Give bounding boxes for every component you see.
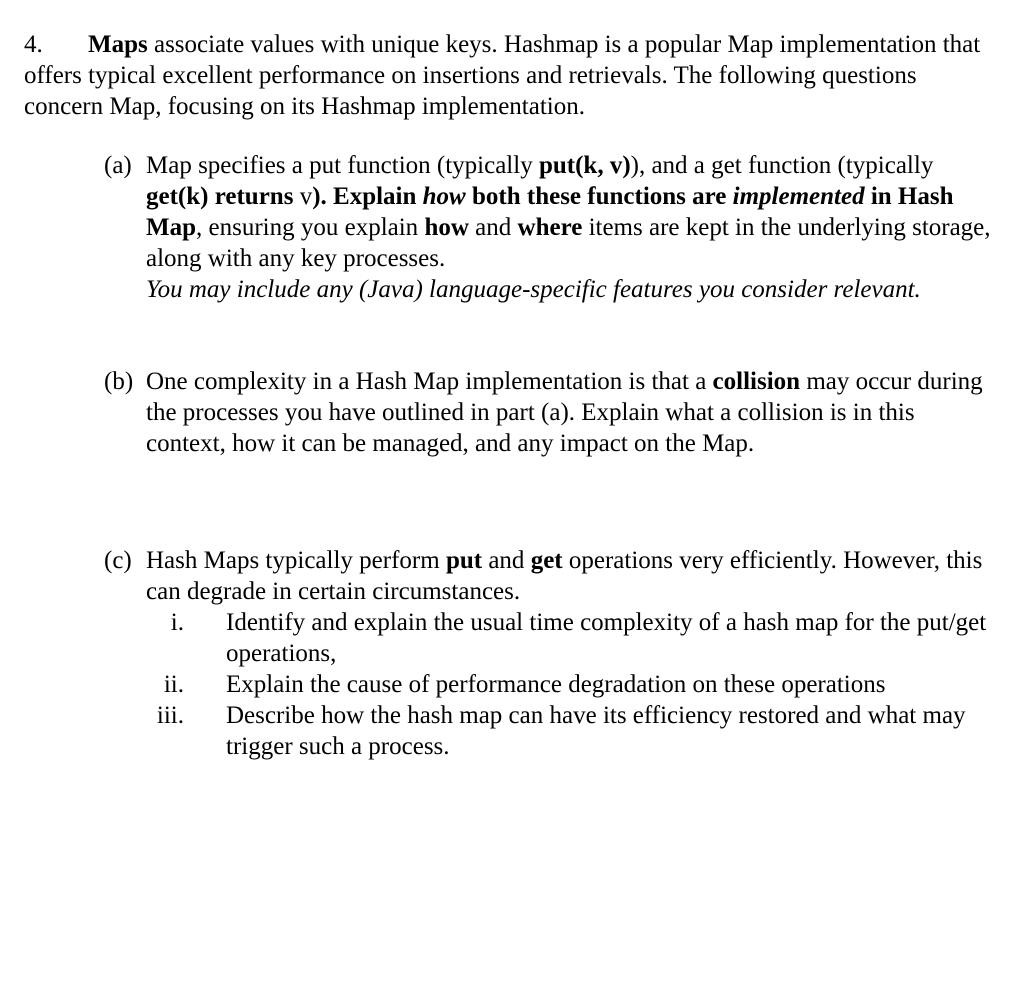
part-c-text: Hash Maps typically perform	[146, 547, 446, 574]
subquestion-numeral: ii.	[163, 671, 184, 698]
part-a-bold: ). Explain	[312, 183, 423, 210]
subquestion-iii	[146, 700, 999, 762]
intro-text: associate values with unique keys. Hashmap is a popular Map implementation that offers typical excellent performance on insertions and retrievals. The following questions concern Map, focusing on its Hashmap implementation.	[24, 31, 981, 120]
part-a-note: You may include any (Java) language-specific features you consider relevant.	[146, 276, 921, 303]
part-a-text: items are kept in the underlying storage, along with any key processes.	[146, 214, 991, 272]
part-c-text: and	[482, 547, 531, 574]
part-a-text: v	[299, 183, 313, 210]
part-c-bold: get	[530, 547, 563, 574]
part-a	[104, 150, 999, 305]
part-a-bold-italic: how	[422, 183, 466, 210]
part-c-bold: put	[445, 547, 483, 574]
part-a-label: (a)	[104, 152, 132, 179]
part-c	[104, 545, 999, 762]
part-b-label: (b)	[104, 368, 134, 395]
part-b-bold: collision	[712, 368, 801, 395]
part-c-label: (c)	[104, 547, 132, 574]
subquestion-text: Explain the cause of performance degradation on these operations	[226, 671, 886, 698]
part-a-body	[146, 150, 999, 305]
subquestion-i	[146, 607, 999, 669]
part-c-subquestions	[146, 607, 999, 762]
subquestion-numeral: iii.	[156, 702, 184, 729]
question-number: 4.	[24, 31, 43, 58]
part-b-text: One complexity in a Hash Map implementation is that a	[146, 368, 713, 395]
part-c-body	[146, 545, 999, 607]
part-b	[104, 366, 999, 459]
part-a-bold: get(k) returns	[146, 183, 300, 210]
question-4-intro	[24, 29, 999, 122]
part-a-bold-italic: implemented	[732, 183, 865, 210]
subquestion-text: Describe how the hash map can have its efficiency restored and what may trigger such a process.	[226, 702, 966, 760]
part-a-text: Map specifies a put function (typically	[146, 152, 539, 179]
part-a-bold: in Hash Map	[146, 183, 954, 241]
part-a-bold: both these functions are	[465, 183, 733, 210]
part-a-bold: put(k, v)	[538, 152, 631, 179]
part-a-bold: how	[424, 214, 469, 241]
part-a-text: and	[468, 214, 518, 241]
part-c-text: operations very efficiently. However, this can degrade in certain circumstances.	[146, 547, 983, 605]
part-b-text: may occur during the processes you have outlined in part (a). Explain what a collision is in this context, how it can be managed, and any impact on the Map.	[146, 368, 983, 457]
subquestion-ii	[146, 669, 999, 700]
subquestion-numeral: i.	[170, 609, 184, 636]
part-b-body	[146, 366, 999, 459]
intro-bold-term: Maps	[88, 31, 148, 58]
part-a-text: , ensuring you explain	[196, 214, 425, 241]
part-a-bold: where	[517, 214, 583, 241]
subquestion-text: Identify and explain the usual time complexity of a hash map for the put/get operations,	[226, 609, 987, 667]
part-a-text: ), and a get function (typically	[630, 152, 934, 179]
